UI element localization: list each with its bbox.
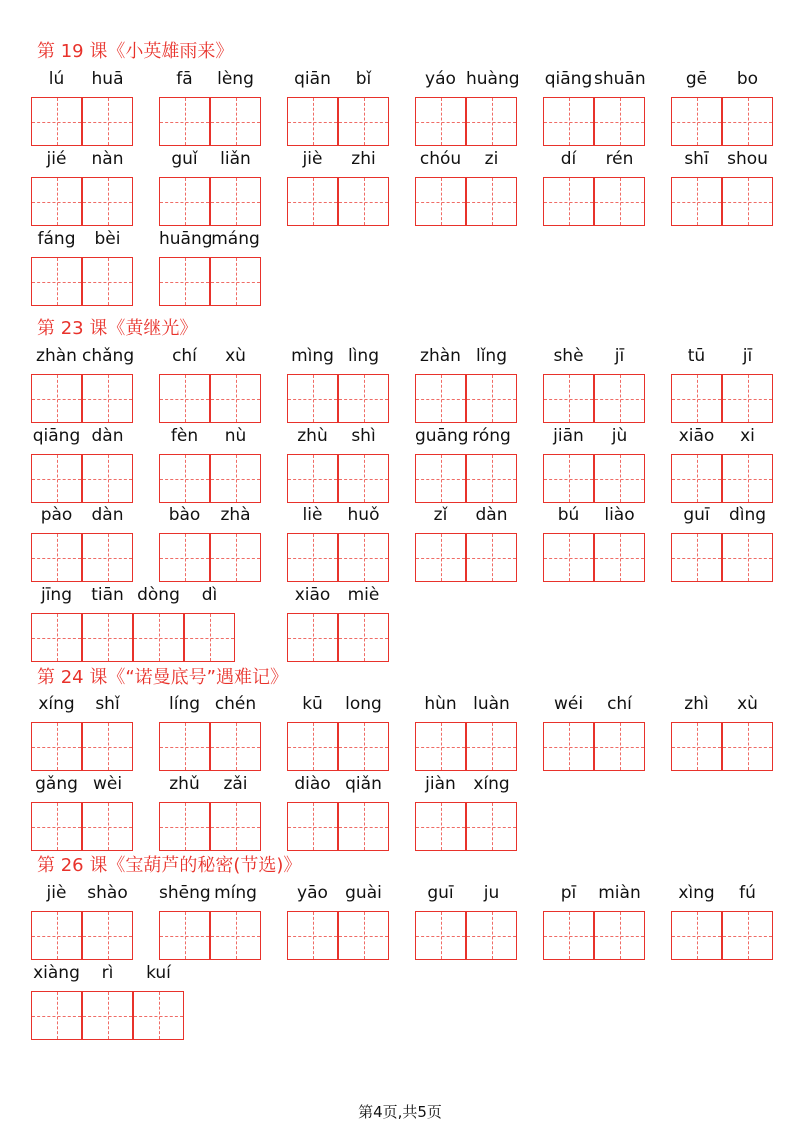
writing-grid-cell[interactable] [338, 97, 389, 146]
pinyin-label: chí [172, 346, 197, 366]
writing-grid-cell[interactable] [31, 991, 82, 1040]
writing-grid-cell[interactable] [338, 911, 389, 960]
pinyin-label: guāng [415, 426, 469, 446]
pinyin-label: jiè [46, 883, 67, 903]
writing-grid-cell[interactable] [722, 97, 773, 146]
pinyin-label: tiān [91, 585, 124, 605]
writing-grid-cell[interactable] [159, 97, 210, 146]
vocab-word [543, 505, 645, 582]
writing-grid-cell[interactable] [671, 374, 722, 423]
pinyin-label: jié [46, 149, 67, 169]
pinyin-label: zǎi [223, 774, 248, 794]
writing-grid-cell[interactable] [82, 613, 133, 662]
pinyin-label: chí [607, 694, 632, 714]
writing-grid-cell[interactable] [31, 533, 82, 582]
writing-grid-cell[interactable] [594, 454, 645, 503]
vocab-word [287, 585, 389, 662]
vocab-word [31, 585, 235, 662]
vocab-word [159, 883, 261, 960]
vocab-word [543, 883, 645, 960]
writing-grid-cell[interactable] [415, 911, 466, 960]
vocab-word [31, 69, 133, 146]
writing-grid-cell[interactable] [594, 722, 645, 771]
vocab-word [671, 694, 773, 771]
pinyin-label: shǐ [95, 694, 120, 714]
pinyin-label: dì [201, 585, 218, 605]
writing-grid-cell[interactable] [82, 722, 133, 771]
pinyin-label: liè [302, 505, 323, 525]
pinyin-label: kuí [146, 963, 171, 983]
vocab-word [31, 346, 133, 423]
vocab-word [31, 426, 133, 503]
pinyin-label: zi [484, 149, 499, 169]
vocab-word [287, 883, 389, 960]
vocab-word [287, 505, 389, 582]
writing-grid-cell[interactable] [82, 454, 133, 503]
vocab-word [415, 883, 517, 960]
vocab-word [287, 426, 389, 503]
writing-grid-cell[interactable] [210, 911, 261, 960]
pinyin-label: dàn [91, 505, 124, 525]
pinyin-label: xù [225, 346, 246, 366]
vocab-word [415, 426, 517, 503]
pinyin-label: jī [614, 346, 625, 366]
pinyin-label: dàn [475, 505, 508, 525]
pinyin-label: zhàn [36, 346, 77, 366]
writing-grid-cell[interactable] [159, 257, 210, 306]
pinyin-label: lǐng [475, 346, 507, 366]
vocab-word [159, 774, 261, 851]
pinyin-label: shì [351, 426, 376, 446]
writing-grid-cell[interactable] [133, 613, 184, 662]
writing-grid-cell[interactable] [31, 722, 82, 771]
writing-grid-cell[interactable] [671, 177, 722, 226]
writing-grid-cell[interactable] [31, 257, 82, 306]
pinyin-label: hùn [424, 694, 457, 714]
writing-grid-cell[interactable] [671, 911, 722, 960]
pinyin-label: huǒ [347, 505, 380, 525]
vocab-word [415, 149, 517, 226]
writing-grid-cell[interactable] [159, 722, 210, 771]
pinyin-label: liào [604, 505, 635, 525]
writing-grid-cell[interactable] [543, 533, 594, 582]
writing-grid-cell[interactable] [31, 374, 82, 423]
pinyin-label: long [345, 694, 382, 714]
vocab-word [415, 69, 520, 146]
pinyin-label: miàn [598, 883, 641, 903]
pinyin-label: shào [87, 883, 128, 903]
writing-grid-cell[interactable] [466, 533, 517, 582]
writing-grid-cell[interactable] [722, 722, 773, 771]
lesson-title: 第 23 课《黄继光》 [37, 318, 198, 339]
writing-grid-cell[interactable] [594, 911, 645, 960]
writing-grid-cell[interactable] [466, 911, 517, 960]
pinyin-label: qiāng [32, 426, 81, 446]
pinyin-label: zhǔ [169, 774, 200, 794]
writing-grid-cell[interactable] [82, 991, 133, 1040]
writing-grid-cell[interactable] [543, 177, 594, 226]
pinyin-label: shī [684, 149, 709, 169]
pinyin-label: wèi [92, 774, 123, 794]
pinyin-label: huāng [159, 229, 213, 249]
writing-grid-cell[interactable] [338, 454, 389, 503]
pinyin-label: nù [224, 426, 247, 446]
pinyin-label: xíng [473, 774, 510, 794]
vocab-word [31, 883, 133, 960]
writing-grid-cell[interactable] [338, 802, 389, 851]
vocab-word [415, 694, 517, 771]
writing-grid-cell[interactable] [543, 454, 594, 503]
vocab-word [31, 774, 133, 851]
page-footer: 第4页,共5页 [358, 1103, 442, 1121]
pinyin-label: bào [168, 505, 201, 525]
pinyin-label: yáo [425, 69, 456, 89]
pinyin-label: zhàn [420, 346, 461, 366]
vocab-word [543, 346, 645, 423]
vocab-word [31, 505, 133, 582]
writing-grid-cell[interactable] [594, 374, 645, 423]
pinyin-label: xiāo [678, 426, 715, 446]
writing-grid-cell[interactable] [82, 97, 133, 146]
pinyin-label: wéi [553, 694, 584, 714]
pinyin-label: lìng [347, 346, 379, 366]
writing-grid-cell[interactable] [159, 802, 210, 851]
writing-grid-cell[interactable] [159, 454, 210, 503]
writing-grid-cell[interactable] [31, 454, 82, 503]
writing-grid-cell[interactable] [671, 454, 722, 503]
vocab-word [31, 229, 133, 306]
writing-grid-cell[interactable] [466, 374, 517, 423]
pinyin-label: fā [176, 69, 193, 89]
writing-grid-cell[interactable] [543, 97, 594, 146]
vocab-word [159, 694, 261, 771]
writing-grid-cell[interactable] [338, 374, 389, 423]
writing-grid-cell[interactable] [415, 722, 466, 771]
writing-grid-cell[interactable] [287, 97, 338, 146]
pinyin-label: huàng [466, 69, 520, 89]
writing-grid-cell[interactable] [159, 911, 210, 960]
writing-grid-cell[interactable] [338, 722, 389, 771]
vocab-word [671, 346, 773, 423]
writing-grid-cell[interactable] [210, 177, 261, 226]
writing-grid-cell[interactable] [287, 613, 338, 662]
writing-grid-cell[interactable] [159, 374, 210, 423]
writing-grid-cell[interactable] [722, 374, 773, 423]
writing-grid-cell[interactable] [210, 722, 261, 771]
pinyin-label: jiān [553, 426, 584, 446]
pinyin-label: zhi [351, 149, 376, 169]
writing-grid-cell[interactable] [287, 911, 338, 960]
writing-grid-cell[interactable] [287, 177, 338, 226]
pinyin-label: guài [345, 883, 382, 903]
pinyin-label: zǐ [433, 505, 448, 525]
writing-grid-cell[interactable] [287, 722, 338, 771]
pinyin-label: gē [685, 69, 708, 89]
writing-grid-cell[interactable] [722, 533, 773, 582]
pinyin-label: shēng [159, 883, 211, 903]
pinyin-label: diào [294, 774, 331, 794]
writing-grid-cell[interactable] [210, 374, 261, 423]
vocab-word [287, 694, 389, 771]
writing-grid-cell[interactable] [287, 533, 338, 582]
pinyin-label: dí [560, 149, 577, 169]
vocab-word [159, 505, 261, 582]
writing-grid-cell[interactable] [594, 177, 645, 226]
pinyin-label: bo [736, 69, 759, 89]
pinyin-label: róng [472, 426, 511, 446]
lesson-title: 第 19 课《小英雄雨来》 [37, 41, 234, 62]
writing-grid-cell[interactable] [287, 374, 338, 423]
writing-grid-cell[interactable] [338, 533, 389, 582]
writing-grid-cell[interactable] [594, 97, 645, 146]
pinyin-label: qiǎn [345, 774, 382, 794]
writing-grid-cell[interactable] [287, 802, 338, 851]
pinyin-label: rì [101, 963, 114, 983]
vocab-word [159, 69, 261, 146]
writing-grid-cell[interactable] [82, 374, 133, 423]
writing-grid-cell[interactable] [466, 97, 517, 146]
pinyin-label: zhì [684, 694, 709, 714]
writing-grid-cell[interactable] [338, 177, 389, 226]
pinyin-label: jù [611, 426, 628, 446]
pinyin-label: gǎng [35, 774, 78, 794]
pinyin-label: jiè [302, 149, 323, 169]
pinyin-label: fáng [37, 229, 76, 249]
vocab-word [543, 694, 645, 771]
vocab-word [671, 505, 773, 582]
vocab-word [543, 69, 645, 146]
writing-grid-cell[interactable] [722, 911, 773, 960]
writing-grid-cell[interactable] [82, 802, 133, 851]
pinyin-label: luàn [473, 694, 510, 714]
vocab-word [287, 69, 389, 146]
writing-grid-cell[interactable] [210, 454, 261, 503]
writing-grid-cell[interactable] [722, 454, 773, 503]
writing-grid-cell[interactable] [415, 177, 466, 226]
pinyin-label: míng [214, 883, 257, 903]
pinyin-label: chén [214, 694, 257, 714]
writing-grid-cell[interactable] [415, 374, 466, 423]
writing-grid-cell[interactable] [594, 533, 645, 582]
vocab-word [543, 426, 645, 503]
pinyin-label: tū [687, 346, 706, 366]
pinyin-label: mìng [291, 346, 334, 366]
pinyin-label: líng [168, 694, 200, 714]
writing-grid-cell[interactable] [543, 722, 594, 771]
vocab-word [671, 69, 773, 146]
writing-grid-cell[interactable] [466, 177, 517, 226]
pinyin-label: xìng [678, 883, 715, 903]
pinyin-label: yāo [297, 883, 328, 903]
pinyin-label: xiāo [294, 585, 331, 605]
writing-grid-cell[interactable] [466, 454, 517, 503]
vocab-word [31, 963, 184, 1040]
writing-grid-cell[interactable] [159, 533, 210, 582]
pinyin-label: bú [557, 505, 580, 525]
writing-grid-cell[interactable] [82, 177, 133, 226]
writing-grid-cell[interactable] [31, 613, 82, 662]
writing-grid-cell[interactable] [210, 533, 261, 582]
vocab-word [287, 346, 389, 423]
pinyin-label: rén [605, 149, 634, 169]
writing-grid-cell[interactable] [671, 97, 722, 146]
writing-grid-cell[interactable] [671, 722, 722, 771]
writing-grid-cell[interactable] [31, 97, 82, 146]
vocab-word [415, 774, 517, 851]
writing-grid-cell[interactable] [210, 802, 261, 851]
writing-grid-cell[interactable] [466, 722, 517, 771]
vocab-word [287, 149, 389, 226]
vocab-word [31, 694, 133, 771]
pinyin-label: bèi [94, 229, 121, 249]
writing-grid-cell[interactable] [415, 97, 466, 146]
pinyin-label: zhà [220, 505, 251, 525]
pinyin-label: dòng [137, 585, 180, 605]
writing-grid-cell[interactable] [210, 257, 261, 306]
pinyin-label: xi [740, 426, 755, 446]
writing-grid-cell[interactable] [210, 97, 261, 146]
writing-grid-cell[interactable] [31, 177, 82, 226]
lesson-title: 第 24 课《“诺曼底号”遇难记》 [37, 667, 288, 688]
writing-grid-cell[interactable] [287, 454, 338, 503]
pinyin-label: chóu [419, 149, 462, 169]
pinyin-label: chǎng [82, 346, 135, 366]
pinyin-label: jīng [40, 585, 72, 605]
pinyin-label: shè [553, 346, 584, 366]
vocab-word [159, 149, 261, 226]
pinyin-label: jiàn [425, 774, 456, 794]
pinyin-label: guī [427, 883, 454, 903]
lesson-title: 第 26 课《宝葫芦的秘密(节选)》 [37, 855, 302, 876]
writing-grid-cell[interactable] [543, 374, 594, 423]
writing-grid-cell[interactable] [159, 177, 210, 226]
writing-grid-cell[interactable] [82, 911, 133, 960]
pinyin-label: qiān [294, 69, 331, 89]
pinyin-label: zhù [297, 426, 328, 446]
writing-grid-cell[interactable] [82, 533, 133, 582]
writing-grid-cell[interactable] [184, 613, 235, 662]
writing-grid-cell[interactable] [31, 911, 82, 960]
pinyin-label: fú [739, 883, 756, 903]
writing-grid-cell[interactable] [415, 802, 466, 851]
pinyin-label: shuān [594, 69, 646, 89]
vocab-word [287, 774, 389, 851]
pinyin-label: miè [347, 585, 380, 605]
pinyin-label: dìng [728, 505, 767, 525]
pinyin-label: xiàng [33, 963, 80, 983]
pinyin-label: liǎn [220, 149, 251, 169]
pinyin-label: nàn [91, 149, 124, 169]
writing-grid-cell[interactable] [722, 177, 773, 226]
pinyin-label: kū [302, 694, 323, 714]
pinyin-label: pī [560, 883, 577, 903]
writing-grid-cell[interactable] [466, 802, 517, 851]
vocab-word [159, 346, 261, 423]
pinyin-label: jī [742, 346, 753, 366]
vocab-word [671, 883, 773, 960]
pinyin-label: ju [483, 883, 500, 903]
pinyin-label: dàn [91, 426, 124, 446]
vocab-word [31, 149, 133, 226]
vocab-word [415, 346, 517, 423]
writing-grid-cell[interactable] [133, 991, 184, 1040]
writing-grid-cell[interactable] [415, 533, 466, 582]
pinyin-label: máng [211, 229, 260, 249]
pinyin-label: qiāng [544, 69, 593, 89]
writing-grid-cell[interactable] [31, 802, 82, 851]
pinyin-label: guǐ [171, 149, 198, 169]
pinyin-label: fèn [170, 426, 199, 446]
pinyin-label: xù [737, 694, 758, 714]
vocab-word [543, 149, 645, 226]
vocab-word [415, 505, 517, 582]
pinyin-label: pào [40, 505, 73, 525]
writing-grid-cell[interactable] [82, 257, 133, 306]
vocab-word [671, 426, 773, 503]
writing-grid-cell[interactable] [415, 454, 466, 503]
pinyin-label: shou [727, 149, 768, 169]
pinyin-label: lú [48, 69, 65, 89]
writing-grid-cell[interactable] [671, 533, 722, 582]
pinyin-label: guī [683, 505, 710, 525]
pinyin-label: huā [91, 69, 124, 89]
pinyin-label: bǐ [355, 69, 372, 89]
vocab-word [159, 426, 261, 503]
vocab-word [671, 149, 773, 226]
writing-grid-cell[interactable] [338, 613, 389, 662]
pinyin-label: lèng [217, 69, 254, 89]
vocab-word [159, 229, 261, 306]
writing-grid-cell[interactable] [543, 911, 594, 960]
pinyin-label: xíng [38, 694, 75, 714]
